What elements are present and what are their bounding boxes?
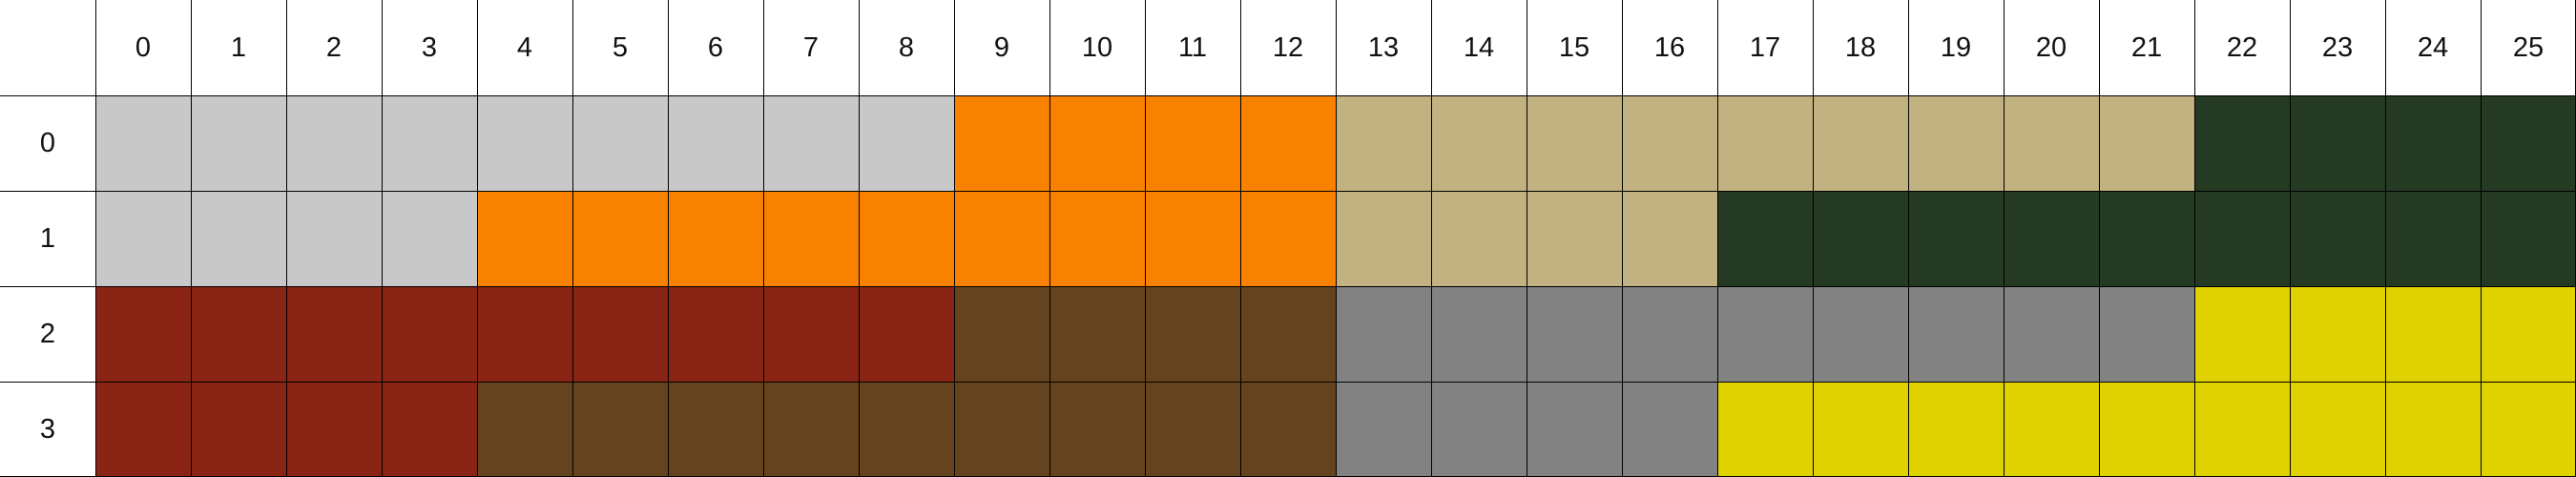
column-header-3: 3 xyxy=(382,0,477,95)
grid-cell-r3-c3 xyxy=(382,382,477,477)
grid-cell-r0-c23 xyxy=(2290,95,2385,191)
grid-cell-r0-c19 xyxy=(1908,95,2004,191)
grid-cell-r1-c11 xyxy=(1145,191,1240,286)
column-header-14: 14 xyxy=(1431,0,1527,95)
grid-line-vertical xyxy=(1908,0,1909,477)
grid-cell-r3-c6 xyxy=(668,382,763,477)
column-header-23: 23 xyxy=(2290,0,2385,95)
grid-cell-r2-c0 xyxy=(95,286,191,382)
grid-cell-r3-c7 xyxy=(763,382,859,477)
column-header-17: 17 xyxy=(1717,0,1813,95)
grid-cell-r2-c5 xyxy=(572,286,668,382)
grid-cell-r1-c5 xyxy=(572,191,668,286)
row-header-3: 3 xyxy=(0,382,95,477)
grid-cell-r2-c3 xyxy=(382,286,477,382)
grid-cell-r3-c10 xyxy=(1049,382,1145,477)
grid-cell-r1-c18 xyxy=(1813,191,1908,286)
grid-cell-r2-c13 xyxy=(1336,286,1431,382)
grid-line-vertical xyxy=(1431,0,1432,477)
grid-cell-r2-c10 xyxy=(1049,286,1145,382)
grid-cell-r1-c16 xyxy=(1622,191,1717,286)
column-header-13: 13 xyxy=(1336,0,1431,95)
grid-line-vertical xyxy=(95,0,96,477)
grid-cell-r3-c17 xyxy=(1717,382,1813,477)
column-header-25: 25 xyxy=(2481,0,2576,95)
grid-cell-r3-c22 xyxy=(2194,382,2290,477)
grid-cell-r2-c14 xyxy=(1431,286,1527,382)
grid-line-vertical xyxy=(2290,0,2291,477)
grid-cell-r0-c18 xyxy=(1813,95,1908,191)
column-header-16: 16 xyxy=(1622,0,1717,95)
grid-line-vertical xyxy=(2481,0,2482,477)
grid-cell-r2-c6 xyxy=(668,286,763,382)
column-header-18: 18 xyxy=(1813,0,1908,95)
grid-cell-r1-c6 xyxy=(668,191,763,286)
grid-line-horizontal xyxy=(0,286,2576,287)
grid-cell-r3-c14 xyxy=(1431,382,1527,477)
grid-cell-r2-c24 xyxy=(2385,286,2481,382)
grid-cell-r3-c2 xyxy=(286,382,382,477)
grid-cell-r0-c10 xyxy=(1049,95,1145,191)
grid-cell-r3-c0 xyxy=(95,382,191,477)
grid-cell-r1-c15 xyxy=(1527,191,1622,286)
grid-line-vertical xyxy=(477,0,478,477)
grid-cell-r1-c19 xyxy=(1908,191,2004,286)
grid-cell-r1-c2 xyxy=(286,191,382,286)
grid-line-horizontal xyxy=(0,382,2576,383)
grid-cell-r0-c25 xyxy=(2481,95,2576,191)
grid-cell-r1-c17 xyxy=(1717,191,1813,286)
grid-cell-r2-c8 xyxy=(859,286,954,382)
grid-line-vertical xyxy=(954,0,955,477)
grid-cell-r2-c22 xyxy=(2194,286,2290,382)
column-header-11: 11 xyxy=(1145,0,1240,95)
grid-cell-r1-c12 xyxy=(1240,191,1336,286)
grid-line-vertical xyxy=(286,0,287,477)
grid-cell-r2-c12 xyxy=(1240,286,1336,382)
grid-cell-r0-c2 xyxy=(286,95,382,191)
grid-cell-r1-c0 xyxy=(95,191,191,286)
grid-cell-r0-c21 xyxy=(2099,95,2194,191)
grid-cell-r2-c16 xyxy=(1622,286,1717,382)
grid-line-vertical xyxy=(382,0,383,477)
grid-cell-r2-c7 xyxy=(763,286,859,382)
grid-cell-r0-c0 xyxy=(95,95,191,191)
grid-cell-r3-c13 xyxy=(1336,382,1431,477)
grid-cell-r1-c20 xyxy=(2004,191,2099,286)
grid-cell-r2-c2 xyxy=(286,286,382,382)
column-header-4: 4 xyxy=(477,0,572,95)
row-header-2: 2 xyxy=(0,286,95,382)
grid-cell-r0-c1 xyxy=(191,95,286,191)
grid-line-vertical xyxy=(2004,0,2005,477)
grid-cell-r0-c24 xyxy=(2385,95,2481,191)
grid-cell-r1-c21 xyxy=(2099,191,2194,286)
column-header-12: 12 xyxy=(1240,0,1336,95)
grid-cell-r2-c15 xyxy=(1527,286,1622,382)
grid-cell-r3-c11 xyxy=(1145,382,1240,477)
grid-line-horizontal xyxy=(0,95,2576,96)
grid-cell-r0-c13 xyxy=(1336,95,1431,191)
grid-cell-r3-c20 xyxy=(2004,382,2099,477)
grid-cell-r0-c15 xyxy=(1527,95,1622,191)
grid-cell-r1-c8 xyxy=(859,191,954,286)
grid-cell-r0-c6 xyxy=(668,95,763,191)
column-header-0: 0 xyxy=(95,0,191,95)
grid-cell-r2-c1 xyxy=(191,286,286,382)
grid-cell-r3-c8 xyxy=(859,382,954,477)
grid-cell-r0-c20 xyxy=(2004,95,2099,191)
grid-cell-r0-c16 xyxy=(1622,95,1717,191)
grid-cell-r3-c12 xyxy=(1240,382,1336,477)
column-header-22: 22 xyxy=(2194,0,2290,95)
grid-line-vertical xyxy=(1240,0,1241,477)
grid-cell-r2-c4 xyxy=(477,286,572,382)
grid-cell-r1-c25 xyxy=(2481,191,2576,286)
row-header-1: 1 xyxy=(0,191,95,286)
column-header-7: 7 xyxy=(763,0,859,95)
grid-cell-r2-c9 xyxy=(954,286,1049,382)
grid-cell-r3-c16 xyxy=(1622,382,1717,477)
grid-cell-r0-c3 xyxy=(382,95,477,191)
grid-cell-r3-c4 xyxy=(477,382,572,477)
grid-line-vertical xyxy=(763,0,764,477)
grid-cell-r1-c24 xyxy=(2385,191,2481,286)
grid-cell-r3-c5 xyxy=(572,382,668,477)
column-header-19: 19 xyxy=(1908,0,2004,95)
grid-cell-r0-c14 xyxy=(1431,95,1527,191)
grid-cell-r2-c18 xyxy=(1813,286,1908,382)
column-header-6: 6 xyxy=(668,0,763,95)
grid-cell-r3-c9 xyxy=(954,382,1049,477)
grid-cell-r2-c23 xyxy=(2290,286,2385,382)
grid-cell-r0-c12 xyxy=(1240,95,1336,191)
grid-line-vertical xyxy=(572,0,573,477)
grid-cell-r3-c23 xyxy=(2290,382,2385,477)
grid-cell-r0-c4 xyxy=(477,95,572,191)
grid-cell-r3-c15 xyxy=(1527,382,1622,477)
column-header-8: 8 xyxy=(859,0,954,95)
grid-line-vertical xyxy=(2194,0,2195,477)
column-header-9: 9 xyxy=(954,0,1049,95)
grid-cell-r3-c24 xyxy=(2385,382,2481,477)
grid-cell-r3-c25 xyxy=(2481,382,2576,477)
grid-cell-r2-c11 xyxy=(1145,286,1240,382)
grid-cell-r0-c22 xyxy=(2194,95,2290,191)
grid-cell-r1-c1 xyxy=(191,191,286,286)
grid-cell-r3-c1 xyxy=(191,382,286,477)
grid-cell-r1-c14 xyxy=(1431,191,1527,286)
column-header-1: 1 xyxy=(191,0,286,95)
grid-cell-r2-c17 xyxy=(1717,286,1813,382)
grid-line-horizontal xyxy=(0,191,2576,192)
column-header-15: 15 xyxy=(1527,0,1622,95)
grid-cell-r2-c25 xyxy=(2481,286,2576,382)
grid-line-vertical xyxy=(1049,0,1050,477)
grid-cell-r3-c19 xyxy=(1908,382,2004,477)
grid-cell-r0-c5 xyxy=(572,95,668,191)
grid-cell-r0-c9 xyxy=(954,95,1049,191)
column-header-10: 10 xyxy=(1049,0,1145,95)
grid-cell-r2-c21 xyxy=(2099,286,2194,382)
column-header-5: 5 xyxy=(572,0,668,95)
grid-line-vertical xyxy=(859,0,860,477)
column-header-2: 2 xyxy=(286,0,382,95)
grid-cell-r1-c13 xyxy=(1336,191,1431,286)
grid-cell-r2-c20 xyxy=(2004,286,2099,382)
grid-line-vertical xyxy=(1336,0,1337,477)
grid-cell-r1-c3 xyxy=(382,191,477,286)
row-header-0: 0 xyxy=(0,95,95,191)
grid-line-vertical xyxy=(1145,0,1146,477)
grid-cell-r1-c10 xyxy=(1049,191,1145,286)
grid-cell-r1-c9 xyxy=(954,191,1049,286)
grid-line-vertical xyxy=(668,0,669,477)
grid-cell-r1-c4 xyxy=(477,191,572,286)
grid-line-vertical xyxy=(191,0,192,477)
grid-cell-r0-c8 xyxy=(859,95,954,191)
grid-cell-r1-c22 xyxy=(2194,191,2290,286)
grid-cell-r1-c23 xyxy=(2290,191,2385,286)
grid-line-vertical xyxy=(1717,0,1718,477)
grid-cell-r0-c11 xyxy=(1145,95,1240,191)
column-header-24: 24 xyxy=(2385,0,2481,95)
grid-line-vertical xyxy=(1813,0,1814,477)
grid-cell-r1-c7 xyxy=(763,191,859,286)
grid-line-vertical xyxy=(2385,0,2386,477)
grid-cell-r0-c17 xyxy=(1717,95,1813,191)
grid-cell-r0-c7 xyxy=(763,95,859,191)
grid-cell-r3-c18 xyxy=(1813,382,1908,477)
column-header-21: 21 xyxy=(2099,0,2194,95)
grid-line-vertical xyxy=(1622,0,1623,477)
grid-line-vertical xyxy=(2099,0,2100,477)
grid-cell-r3-c21 xyxy=(2099,382,2194,477)
grid-cell-r2-c19 xyxy=(1908,286,2004,382)
column-header-20: 20 xyxy=(2004,0,2099,95)
